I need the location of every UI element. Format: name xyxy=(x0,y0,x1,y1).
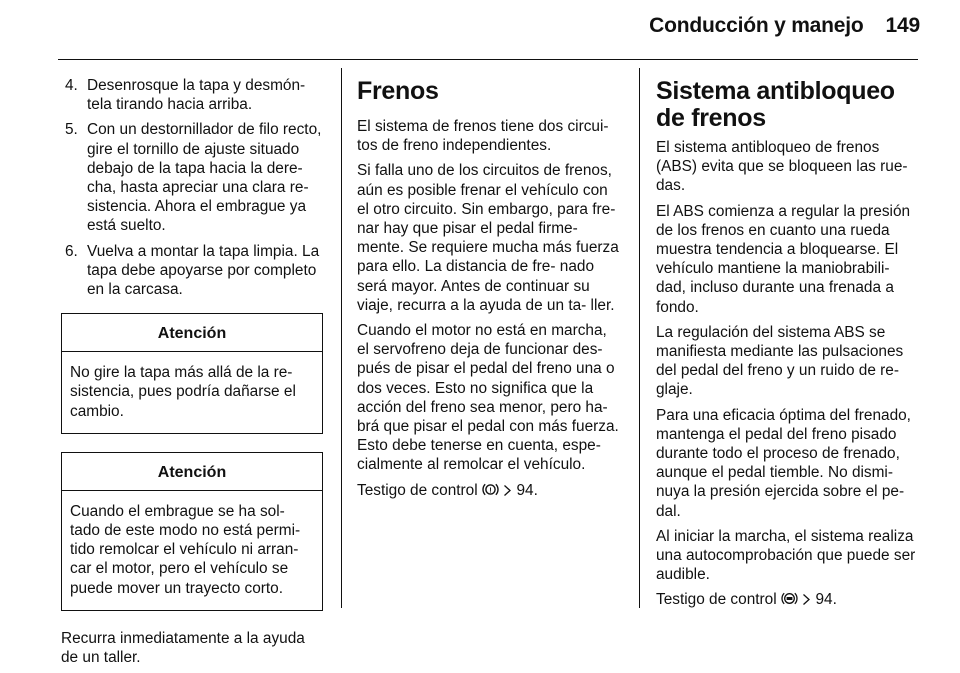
chapter-title: Conducción y manejo xyxy=(649,14,864,37)
column-divider-left xyxy=(341,68,342,608)
paragraph: La regulación del sistema ABS se manifiesta mediante las pulsaciones del pedal del freno y un ruido de re- glaje. xyxy=(656,323,904,399)
page-header xyxy=(649,14,920,38)
step-item xyxy=(61,242,323,300)
page-reference-icon xyxy=(802,592,811,611)
control-page-ref: 94. xyxy=(815,591,837,609)
step-number: 4. xyxy=(65,77,78,94)
svg-text:!: ! xyxy=(489,484,492,494)
section-title-frenos: Frenos xyxy=(357,77,439,105)
paragraph: Cuando el motor no está en marcha, el servofreno deja de funcionar des- pués de pisar el pedal del freno una o dos veces. Esto no significa que la acción del freno sea menor, pero ha- brá que pisar el pedal con más fuerza. Esto debe tenerse en cuenta, espe- cialmente al remolcar el vehículo. xyxy=(357,322,619,474)
paragraph: Al iniciar la marcha, el sistema realiza una autocomprobación que puede ser audible. xyxy=(656,527,916,584)
paragraph: Si falla uno de los circuitos de frenos, aún es posible frenar el vehículo con el otro circuito. Sin embargo, para fre- nar hay que pisar el pedal firme- mente. Se requiere mucha más fuerza para ello. La distancia de fre- nado será mayor. Antes de continuar su viaje, recurra a la ayuda de un ta- ller. xyxy=(357,162,619,314)
step-item xyxy=(61,120,323,235)
paragraph: El ABS comienza a regular la presión de los frenos en cuanto una rueda muestra tendencia a bloquearse. El vehículo mantiene la maniobrabili- dad, incluso durante una frenada a fondo. xyxy=(656,202,911,316)
section-title-abs: Sistema antibloqueo de frenos xyxy=(656,77,895,132)
control-reference xyxy=(656,590,920,611)
paragraph: El sistema de frenos tiene dos circui- tos de freno independientes. xyxy=(357,118,609,155)
step-text: Con un destornillador de filo recto, gire el tornillo de ajuste situado debajo de la tapa hacia la dere- cha, hasta apreciar una clara re- sistencia. Ahora el embrague ya está suelto. xyxy=(87,121,322,235)
control-label: Testigo de control xyxy=(357,481,478,499)
attention-box xyxy=(61,452,323,611)
column-divider-right xyxy=(639,68,640,608)
attention-text: No gire la tapa más allá de la re- sistencia, pues podría dañarse el cambio. xyxy=(70,364,296,420)
column-left xyxy=(61,76,323,673)
step-text: Vuelva a montar la tapa limpia. La tapa debe apoyarse por completo en la carcasa. xyxy=(87,242,320,299)
step-text: Desenrosque la tapa y desmón- tela tirando hacia arriba. xyxy=(87,77,306,114)
paragraph: Para una eficacia óptima del frenado, mantenga el pedal del freno pisado durante todo el proceso de frenado, aunque el pedal tiemble. No dismi- nuya la presión ejercida sobre el pe- dal. xyxy=(656,406,911,520)
column-right xyxy=(656,76,920,618)
step-list xyxy=(61,76,323,299)
page-reference-icon xyxy=(503,483,512,502)
abs-icon xyxy=(781,591,798,611)
paragraph: El sistema antibloqueo de frenos (ABS) evita que se bloqueen las rue- das. xyxy=(656,139,908,195)
attention-title: Atención xyxy=(62,314,322,352)
step-number: 5. xyxy=(65,121,78,139)
page-number: 149 xyxy=(885,14,920,37)
attention-box xyxy=(61,313,323,434)
column-middle xyxy=(357,76,622,508)
control-label: Testigo de control xyxy=(656,591,777,609)
header-rule xyxy=(58,59,918,60)
step-item xyxy=(61,76,323,114)
attention-text: Cuando el embrague se ha sol- tado de este modo no está permi- tido remolcar el vehículo ni arran- car el motor, pero el vehículo se puede mover un trayecto corto. xyxy=(70,502,301,597)
closing-paragraph: Recurra inmediatamente a la ayuda de un taller. xyxy=(61,629,305,667)
brake-warning-icon xyxy=(482,482,499,502)
control-page-ref: 94. xyxy=(516,481,538,499)
control-reference xyxy=(357,481,622,502)
step-number: 6. xyxy=(65,242,78,260)
attention-title: Atención xyxy=(62,453,322,491)
